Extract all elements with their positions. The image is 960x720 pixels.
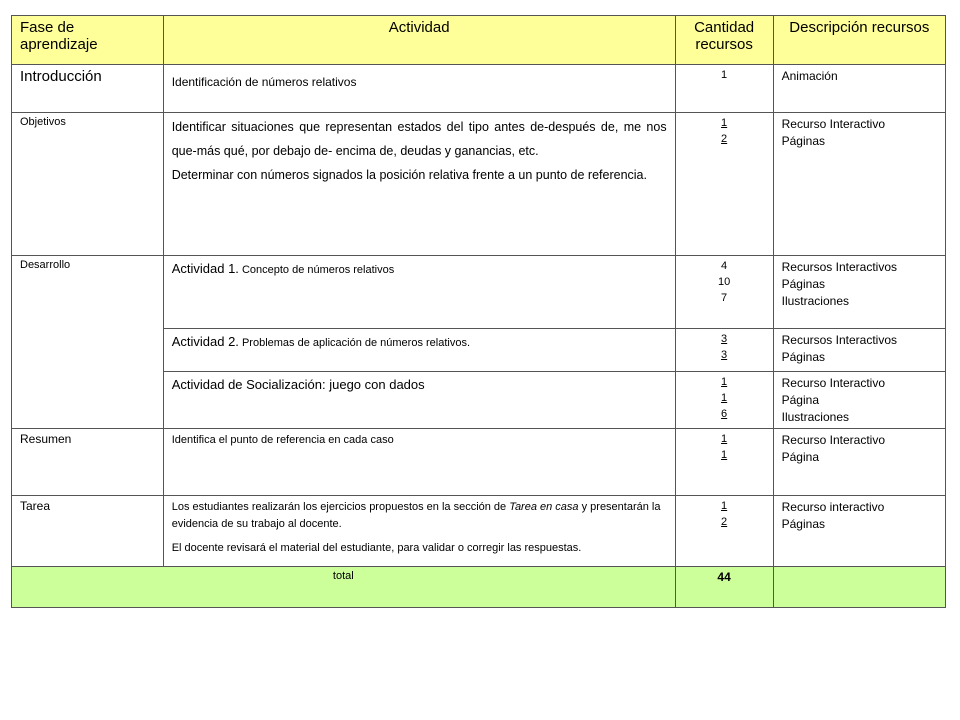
activity-paragraph: Identificar situaciones que representan estados del tipo antes de-después de, me nos que-más qué, por debajo de- encima de, deudas y ganancias, etc. xyxy=(171,120,667,158)
quantity-value: 2 xyxy=(721,132,728,145)
description-value: Página xyxy=(781,392,819,407)
quantity-cell xyxy=(675,496,773,567)
activity-paragraph: Determinar con números signados la posición relativa frente a un punto de referencia. xyxy=(171,167,647,182)
header-quantity: Cantidad recursos xyxy=(675,16,773,65)
quantity-cell xyxy=(675,113,773,256)
table-row xyxy=(12,65,946,113)
description-value: Recurso Interactivo xyxy=(781,433,886,448)
description-cell xyxy=(773,65,945,113)
quantity-value: 2 xyxy=(721,516,728,529)
table-row xyxy=(12,256,946,329)
activity-emphasis: Tarea en casa xyxy=(509,501,579,514)
description-value: Recursos Interactivos xyxy=(781,260,898,274)
phase-resumen: Resumen xyxy=(12,429,164,496)
activity-cell xyxy=(163,329,675,372)
phase-tarea: Tarea xyxy=(12,496,164,567)
total-row xyxy=(12,567,946,608)
description-cell xyxy=(773,496,945,567)
description-cell xyxy=(773,113,945,256)
header-description: Descripción recursos xyxy=(773,16,945,65)
quantity-value: 10 xyxy=(717,275,731,288)
description-value: Páginas xyxy=(781,349,825,364)
quantity-value: 1 xyxy=(721,449,728,462)
phase-introduccion: Introducción xyxy=(12,65,164,113)
description-value: Página xyxy=(781,450,819,465)
activity-cell xyxy=(163,372,675,429)
description-value: Páginas xyxy=(781,517,825,532)
quantity-cell xyxy=(675,65,773,113)
learning-plan-table xyxy=(11,15,946,608)
description-value: Páginas xyxy=(781,276,825,291)
activity-lead: Actividad 1. xyxy=(171,261,239,276)
description-cell xyxy=(773,329,945,372)
quantity-value: 1 xyxy=(721,500,728,513)
quantity-cell xyxy=(675,429,773,496)
description-cell xyxy=(773,256,945,329)
description-cell xyxy=(773,372,945,429)
description-value: Ilustraciones xyxy=(781,409,849,424)
quantity-value: 1 xyxy=(721,376,728,388)
table-row xyxy=(12,496,946,567)
description-value: Animación xyxy=(781,69,838,83)
description-value: Recurso interactivo xyxy=(781,500,885,515)
activity-cell xyxy=(163,113,675,256)
quantity-value: 1 xyxy=(721,69,728,81)
total-value: 44 xyxy=(675,567,773,608)
activity-text: Los estudiantes realizarán los ejercicios propuestos en la sección de xyxy=(171,501,510,514)
activity-cell xyxy=(163,256,675,329)
header-row xyxy=(12,16,946,65)
description-value: Páginas xyxy=(781,133,825,148)
quantity-value: 6 xyxy=(721,407,728,420)
quantity-value: 3 xyxy=(721,348,728,361)
activity-cell: Identifica el punto de referencia en cada caso xyxy=(163,429,675,496)
activity-text: y presentarán la evidencia de su trabajo al docente. xyxy=(171,501,661,530)
phase-objetivos: Objetivos xyxy=(12,113,164,256)
header-phase: Fase de aprendizaje xyxy=(12,16,164,65)
quantity-value: 1 xyxy=(721,391,728,404)
description-value: Recurso Interactivo xyxy=(781,117,886,131)
quantity-value: 1 xyxy=(721,117,728,129)
quantity-value: 7 xyxy=(721,291,728,304)
quantity-cell xyxy=(675,329,773,372)
activity-paragraph: El docente revisará el material del estudiante, para validar o corregir las respuestas. xyxy=(171,542,582,555)
activity-cell: Identificación de números relativos xyxy=(163,65,675,113)
activity-text: Problemas de aplicación de números relativos. xyxy=(238,337,471,349)
table-row xyxy=(12,429,946,496)
activity-lead: Actividad 2. xyxy=(171,334,239,349)
table-row xyxy=(12,113,946,256)
description-value: Recurso Interactivo xyxy=(781,376,886,390)
activity-text: Concepto de números relativos xyxy=(238,264,395,276)
quantity-cell xyxy=(675,372,773,429)
total-empty-cell xyxy=(773,567,945,608)
activity-paragraph xyxy=(172,499,667,532)
description-value: Ilustraciones xyxy=(781,293,849,308)
quantity-value: 3 xyxy=(721,333,728,345)
description-value: Recursos Interactivos xyxy=(781,333,898,347)
header-activity: Actividad xyxy=(163,16,675,65)
activity-cell xyxy=(163,496,675,567)
description-cell xyxy=(773,429,945,496)
quantity-value: 4 xyxy=(721,260,728,272)
activity-lead: Actividad de Socialización: juego con dados xyxy=(171,377,425,392)
total-label: total xyxy=(12,567,676,608)
quantity-cell xyxy=(675,256,773,329)
quantity-value: 1 xyxy=(721,433,728,446)
phase-desarrollo: Desarrollo xyxy=(12,256,164,429)
